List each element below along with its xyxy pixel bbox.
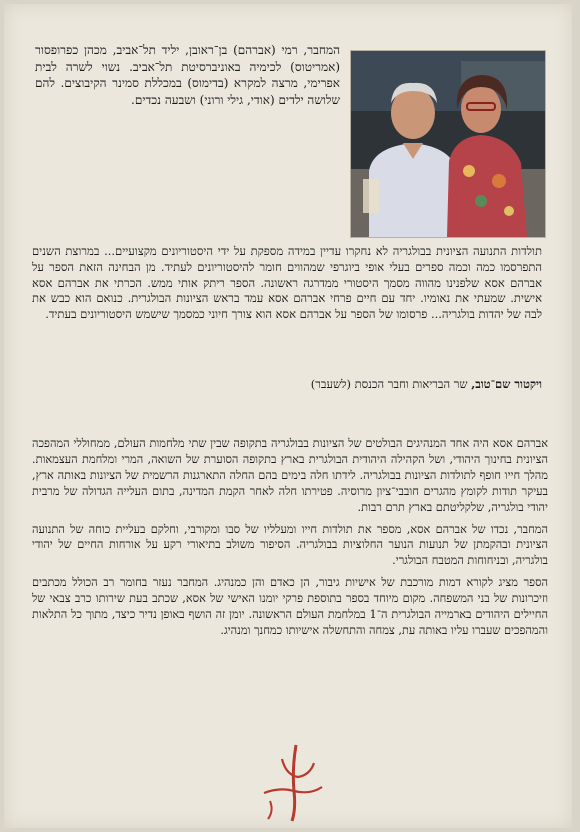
description-paragraph-1: אברהם אסא היה אחד המנהיגים הבולטים של הציונות בבולגריה בתקופה שבין שתי מלחמות העולם, ממחוללי המהפכה הציונית בחינוך היהודי, ושל הקהילה היהודית הבולגרית בארץ בתקופה הסוערת של השואה, המרי ומלחמת העצמאות. מהלך חייו חופף לתולדות הציונות בבולגריה. לידתו חלה בימים בהם החלה התארגנות הרשמית של הציונות באותה ארץ, בעיקר תודות לקומץ מהגרים חובבי־ציון מרוסיה. פטירתו חלה לאחר הקמת המדינה, בתום העלייה הגדולה של מרבית יהודי בולגריה, שלקליטתם בארץ תרם רבות. — [32, 437, 548, 514]
author-photo — [350, 50, 546, 238]
endorsement-quote — [32, 244, 542, 323]
author-bio: המחבר, רמי (אברהם) בן־ראובן, יליד תל־אביב, מכהן כפרופסור (אמריטוס) לכימיה באוניברסיטת תל־אביב. נשוי לשרה לבית אפרימי, מרצה למקרא (בדימוס) במכללת סמינר הקיבוצים. להם שלושה ילדים (אודי, גילי ורוני) ושבעה נכדים. — [35, 43, 340, 107]
signature-name: ויקטור שם־טוב, — [471, 377, 542, 391]
publisher-logo — [252, 739, 332, 827]
description-paragraph-2: המחבר, נכדו של אברהם אסא, מספר את תולדות חייו ומעלליו של סבו ומקורבי, וחלקם בעליית כוחה של התנועה הציונית ובהקמתן של תנועות הנוער החלוציות בבולגריה. הסיפור משולב בתיאורי רקע על אורחות החיים של יהודי בולגריה, ובניחוחות המטבח הבולגרי. — [32, 522, 548, 568]
author-photo-illustration — [351, 51, 545, 237]
quote-footer: פרסומו של הספר על אברהם אסא הוא צורך חיוני כמסמך שישמש היסטוריונים בעתיד. — [45, 307, 428, 322]
quote-text: תולדות התנועה הציונית בבולגריה לא נחקרו עדיין במידה מספקת על ידי היסטוריונים מקצועיים... במרוצת השנים התפרסמו כמה וכמה ספרים בעלי אופי ביוגרפי שמהווים חומר להיסטוריונים לעתיד. מן הבחינה הזאת הספר על אברהם אסא שלפנינו מהווה מסמך היסטורי ממדרגה ראשונה. הספר ריתק אותי ממש. הכרתי את אברהם אסא אישית. שמעתי את נאומיו. יחד עם חיים פרחי אברהם אסא עמד בראש הציונות הבולגרית. כנואם הוא כבש את לבה של יהדות בולגריה... — [32, 244, 542, 322]
back-cover — [4, 4, 572, 828]
book-description — [32, 436, 548, 645]
signature-role: שר הבריאות וחבר הכנסת (לשעבר) — [310, 377, 468, 391]
description-paragraph-3: הספר מציג לקורא דמות מורכבת של אישיות גיבור, הן כאדם והן כמנהיג. המחבר נעזר בחומר רב הכולל מכתבים וזיכרונות של בני המשפחה. מקום מיוחד בספר בתוספת פרקי יומנו האישי של אסא, שכתב בעת שירותו כרב צבאי של החיילים היהודים בארמייה הבולגרית ה־1 במלחמת העולם הראשונה. יומן זה הושף באופן נדיר כיצד, מתוך כל התלאות והמהפכים שעברו עליו באותה עת, צמחה והתחשלה אישיותו כמחנך ומנהיג. — [32, 576, 548, 637]
quote-signature — [32, 377, 542, 391]
